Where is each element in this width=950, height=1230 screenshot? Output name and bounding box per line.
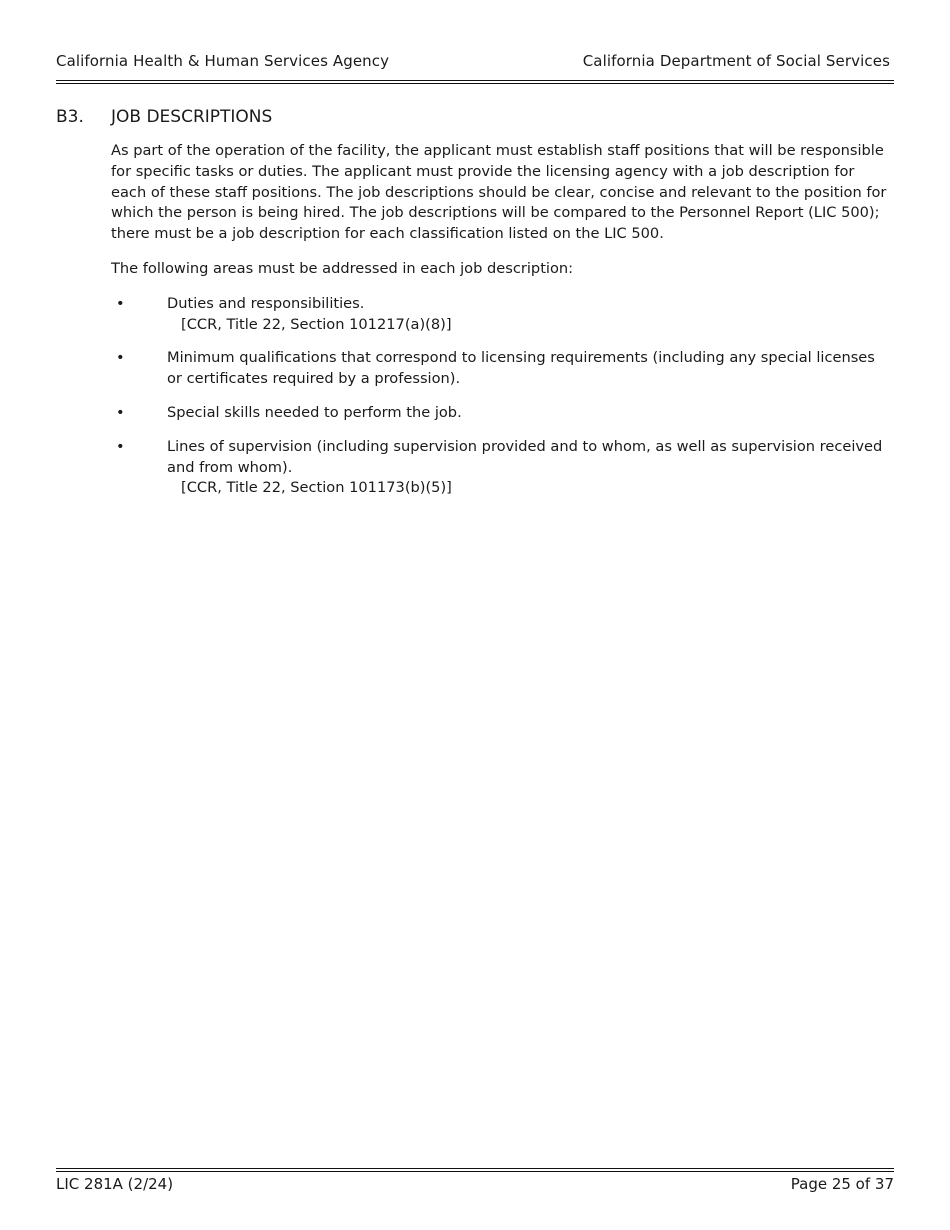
bullet-icon: • [116, 437, 125, 455]
section-title: JOB DESCRIPTIONS [111, 107, 273, 127]
section-number: B3. [56, 107, 84, 127]
section-heading [56, 107, 890, 127]
bullet-icon: • [116, 294, 125, 312]
requirements-list [111, 294, 890, 499]
bullet-icon: • [116, 403, 125, 421]
citation: [CCR, Title 22, Section 101217(a)(8)] [181, 315, 452, 333]
section-body [111, 141, 890, 499]
citation: [CCR, Title 22, Section 101173(b)(5)] [181, 479, 452, 497]
page-header [56, 52, 890, 70]
list-item-text: Duties and responsibilities. [167, 294, 365, 312]
list-item [111, 348, 890, 390]
list-item [111, 403, 890, 424]
section-b3 [56, 107, 890, 512]
list-item [111, 437, 890, 499]
header-agency: California Health & Human Services Agency [56, 52, 390, 70]
intro-paragraph: As part of the operation of the facility, the applicant must establish staff positions that will be responsible for specific tasks or duties. The applicant must provide the licensing agency with a job description for each of these staff positions. The job descriptions should be clear, concise and relevant to the position for which the person is being hired. The job descriptions will be compared to the Personnel Report (LIC 500); there must be a job description for each classification listed on the LIC 500. [111, 142, 887, 243]
list-item [111, 294, 890, 336]
footer-divider [56, 1168, 894, 1172]
areas-paragraph: The following areas must be addressed in each job description: [111, 259, 574, 277]
page-number: Page 25 of 37 [790, 1175, 894, 1193]
list-item-text: Special skills needed to perform the job. [167, 403, 462, 421]
list-item-text: Lines of supervision (including supervision provided and to whom, as well as supervision received and from whom). [167, 437, 883, 476]
header-department: California Department of Social Services [582, 52, 890, 70]
header-divider [56, 80, 894, 84]
form-id: LIC 281A (2/24) [56, 1175, 174, 1193]
page-footer [56, 1175, 894, 1193]
list-item-text: Minimum qualifications that correspond to licensing requirements (including any special licenses or certificates required by a profession). [167, 349, 875, 388]
bullet-icon: • [116, 349, 125, 367]
